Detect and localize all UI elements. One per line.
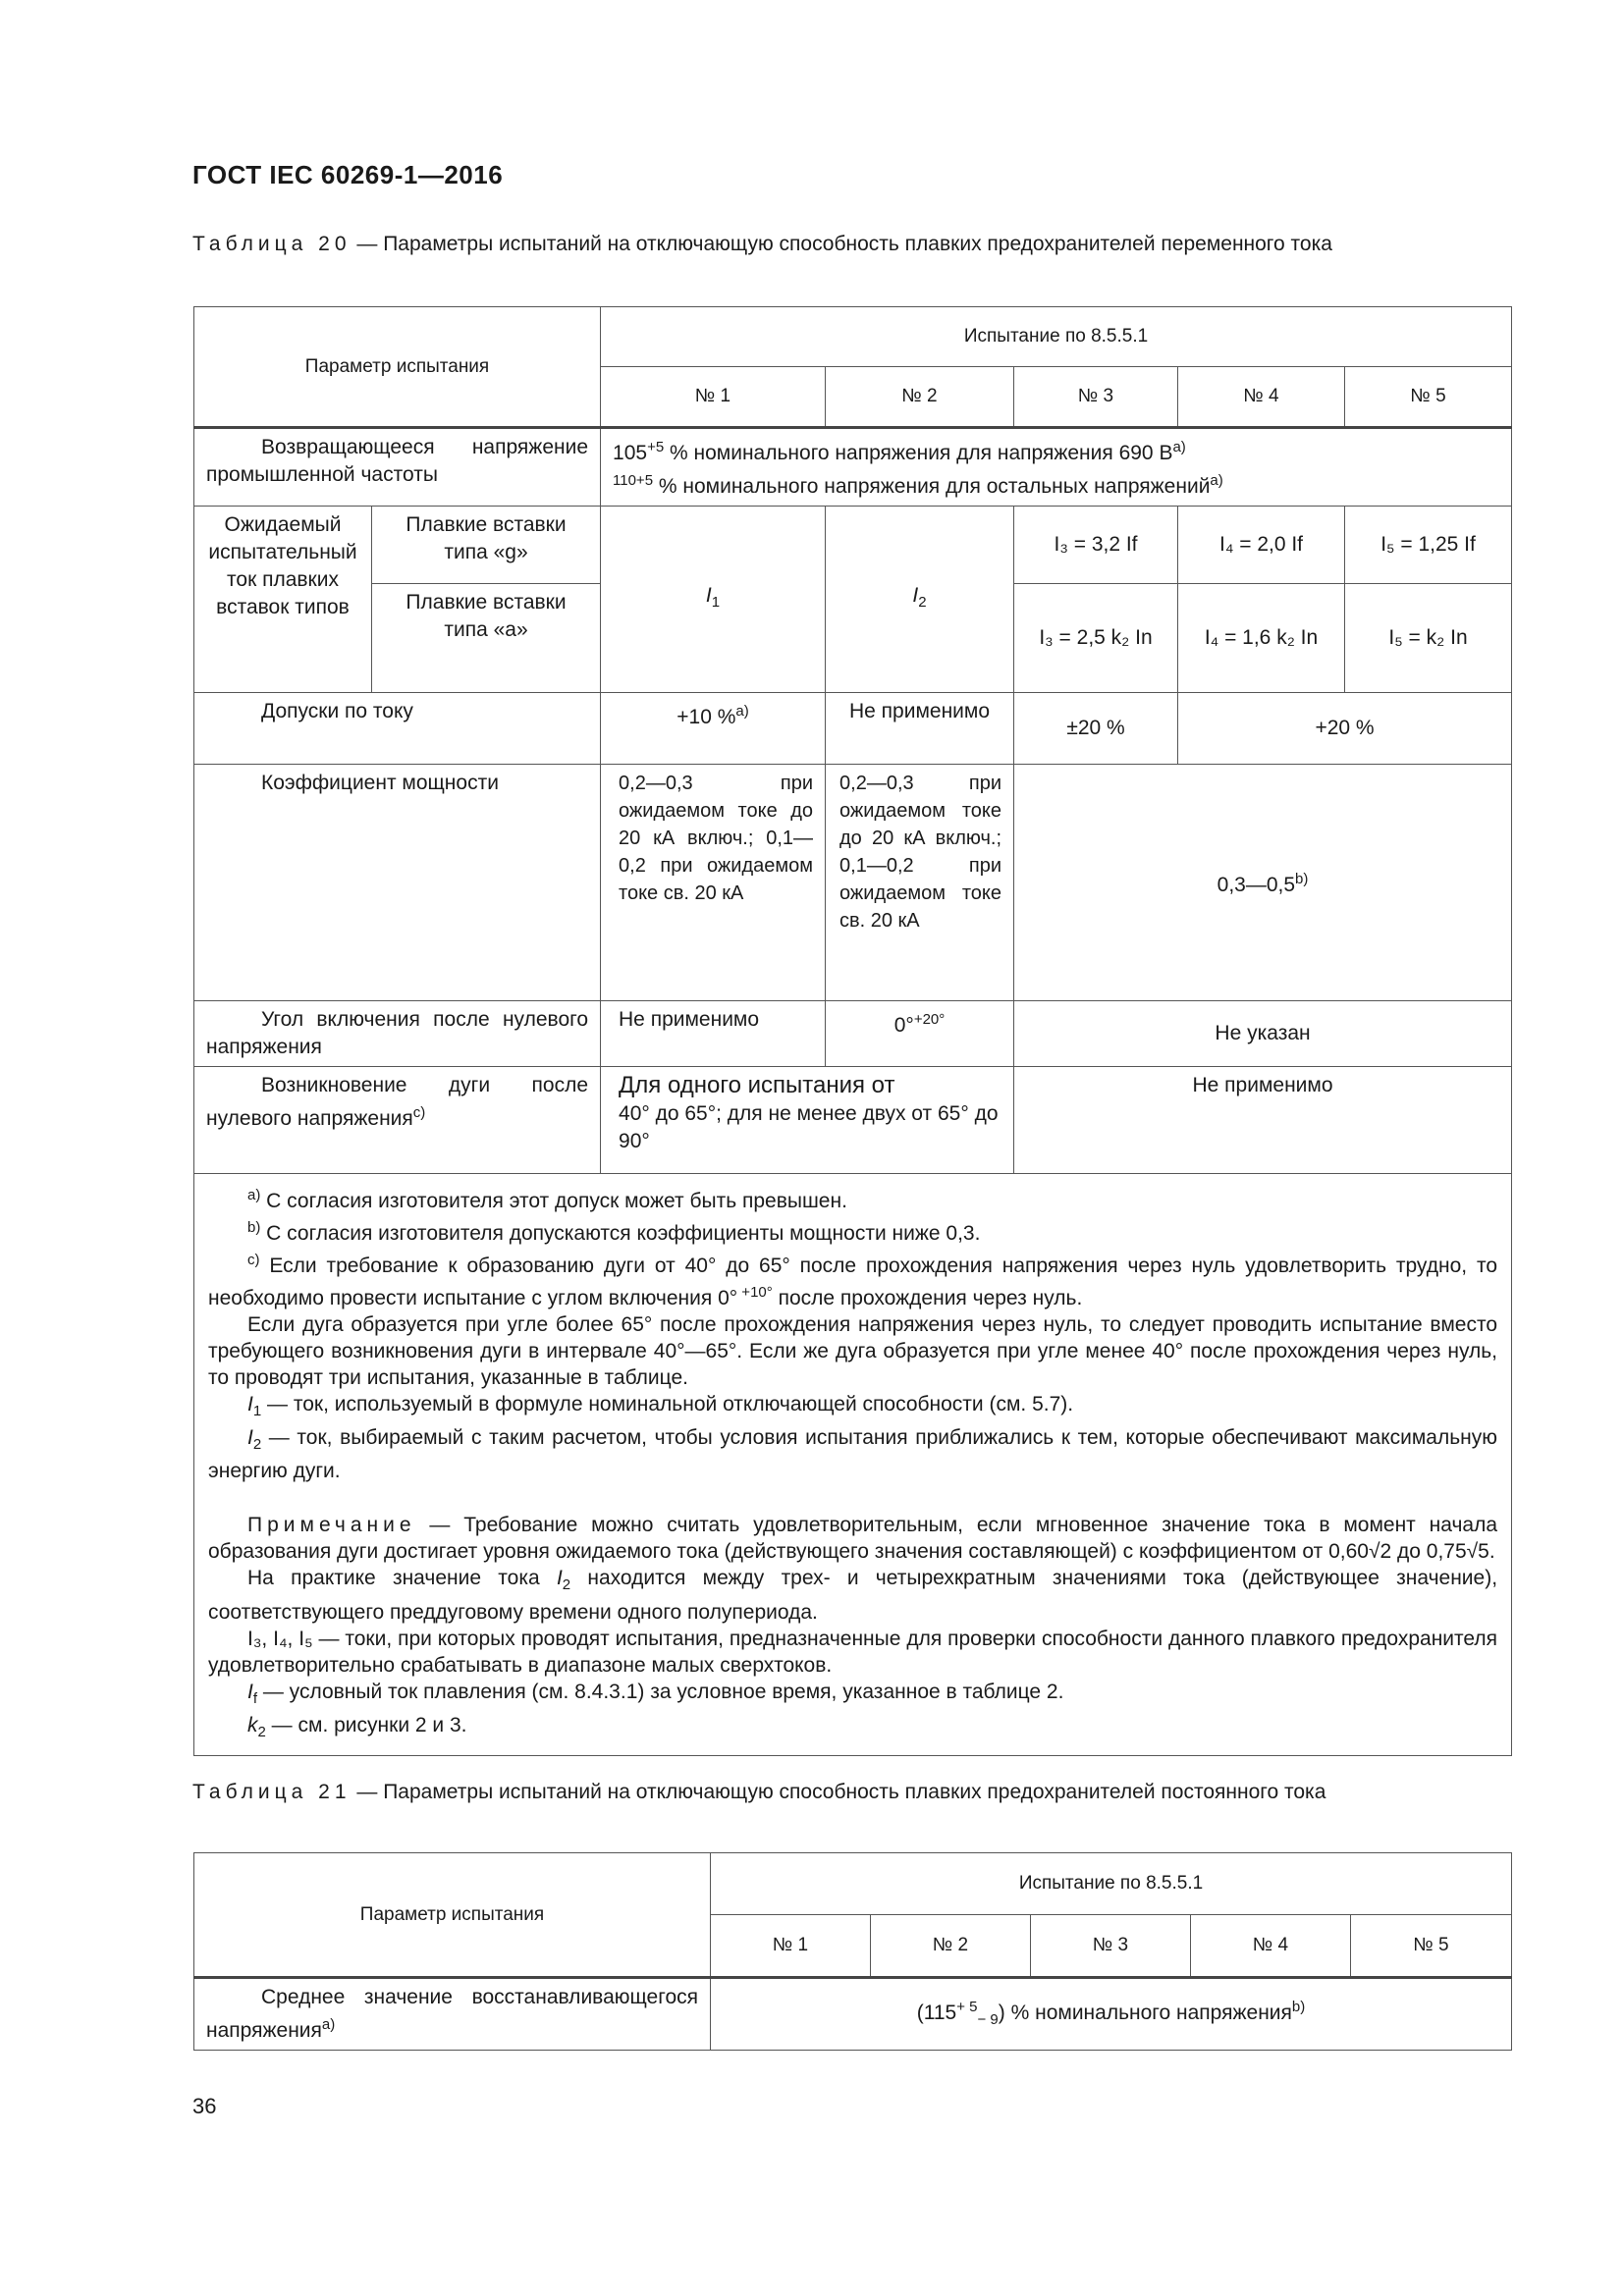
table21-col-1: № 1 <box>711 1915 871 1978</box>
arc-initiation-test-3-5: Не применимо <box>1014 1067 1512 1174</box>
current-g-test-5: I₅ = 1,25 If <box>1345 507 1512 584</box>
current-g-test-4: I₄ = 2,0 If <box>1178 507 1345 584</box>
table21-caption-text: — Параметры испытаний на отключающую способность плавких предохранителей постоянного тока <box>351 1781 1326 1803</box>
table20-row-arc-initiation <box>194 1067 1512 1174</box>
prospective-current-label: Ожидаемый испытательный ток плавких вставок типов <box>194 507 372 693</box>
table20-row-current-g <box>194 507 1512 584</box>
table20-note-practice: На практике значение тока $I_2$ находится между трех- и четырехкратным значениями тока (действующее значение), соответствующего преддуговому времени одного полупериода. <box>208 1567 1498 1624</box>
footnote-c: $^{c)}$ Если требование к образованию дуги от 40° до 65° после прохождения напряжения через нуль удовлетворить трудно, то необходимо провести испытание с углом включения 0° $^{+10^\circ}$ после прохождения через нуль. <box>208 1252 1498 1309</box>
table20-row-recovery-voltage <box>194 428 1512 507</box>
tolerance-label: Допуски по току <box>194 693 601 765</box>
table20-col-1: № 1 <box>601 367 826 428</box>
footnote-if: $I_f$ — условный ток плавления (см. 8.4.3.1) за условное время, указанное в таблице 2. <box>247 1680 1064 1707</box>
tolerance-test-1: +10 %$^{a)}$ <box>601 693 826 765</box>
table21-col-3: № 3 <box>1031 1915 1191 1978</box>
recovery-voltage-value: $105^{+5}$ % номинального напряжения для напряжения 690 $В^{a)}$ $^{110+5}$ % номинального напряжения для остальных напряжений$^{a)}$ <box>601 428 1512 507</box>
page-number: 36 <box>192 2094 217 2118</box>
table21-header-row-1 <box>194 1853 1512 1915</box>
recovery-voltage-label: Возвращающееся напряжение промышленной частоты <box>194 428 601 507</box>
table21-row-recovery-voltage <box>194 1978 1512 2051</box>
power-factor-test-1: 0,2—0,3 при ожидаемом токе до 20 кА включ.; 0,1—0,2 при ожидаемом токе св. 20 кА <box>601 765 826 1001</box>
table20-col-2: № 2 <box>826 367 1014 428</box>
document-title: ГОСТ IEC 60269-1—2016 <box>192 160 504 189</box>
arc-initiation-label: Возникновение дуги после нулевого напряжения$^{c)}$ <box>194 1067 601 1174</box>
making-angle-test-1: Не применимо <box>601 1001 826 1067</box>
footnote-k2: $k_2$ — см. рисунки 2 и 3. <box>247 1713 467 1740</box>
power-factor-test-3-5: 0,3—0,5$^{b)}$ <box>1014 765 1512 1001</box>
table21-col-4: № 4 <box>1191 1915 1351 1978</box>
fuse-type-g-label: Плавкие вставки типа «g» <box>372 507 601 584</box>
fuse-type-a-label: Плавкие вставки типа «a» <box>372 584 601 693</box>
table20-notes-row <box>194 1174 1512 1756</box>
footnote-b: $^{b)}$ С согласия изготовителя допускаются коэффициенты мощности ниже 0,3. <box>247 1219 981 1245</box>
current-test-2: $I_2$ <box>826 507 1014 693</box>
table20-caption <box>192 230 1512 259</box>
tolerance-test-3: ±20 % <box>1014 693 1178 765</box>
table20-test-header: Испытание по 8.5.5.1 <box>601 307 1512 367</box>
table21-col-5: № 5 <box>1351 1915 1512 1978</box>
power-factor-label: Коэффициент мощности <box>194 765 601 1001</box>
table21-caption <box>192 1778 1512 1807</box>
footnote-i1: $I_1$ — ток, используемый в формуле номинальной отключающей способности (см. 5.7). <box>247 1393 1074 1420</box>
table21-caption-label: Таблица 21 <box>192 1781 352 1803</box>
table20-param-header: Параметр испытания <box>194 307 601 428</box>
table-21 <box>193 1852 1512 2051</box>
making-angle-test-2: 0°$^{+20^\circ}$ <box>826 1001 1014 1067</box>
table20-note: Примечание — Требование можно считать удовлетворительным, если мгновенное значение тока в момент начала образования дуги достигает уровня ожидаемого тока (действующего значения составляющей) с коэффициентом от 0,60√2 до 0,75√5. <box>208 1514 1498 1564</box>
table21-test-header: Испытание по 8.5.5.1 <box>711 1853 1512 1915</box>
table21-param-header: Параметр испытания <box>194 1853 711 1978</box>
current-g-test-3: I₃ = 3,2 If <box>1014 507 1178 584</box>
table20-header-row-1 <box>194 307 1512 367</box>
footnote-i345: I₃, I₄, I₅ — токи, при которых проводят испытания, предназначенные для проверки способности данного плавкого предохранителя удовлетворительно срабатывать в диапазоне малых сверхтоков. <box>208 1627 1498 1677</box>
table20-row-power-factor <box>194 765 1512 1001</box>
current-a-test-5: I₅ = k₂ In <box>1345 584 1512 693</box>
table20-col-4: № 4 <box>1178 367 1345 428</box>
dc-recovery-voltage-value: $(115^{+ 5}_{- 9})$ % номинального напряжения$^{b)}$ <box>711 1978 1512 2051</box>
current-a-test-3: I₃ = 2,5 k₂ In <box>1014 584 1178 693</box>
tolerance-test-4-5: +20 % <box>1178 693 1512 765</box>
table21-col-2: № 2 <box>871 1915 1031 1978</box>
table20-row-tolerance <box>194 693 1512 765</box>
table20-col-3: № 3 <box>1014 367 1178 428</box>
making-angle-label: Угол включения после нулевого напряжения <box>194 1001 601 1067</box>
table20-footnotes <box>194 1174 1512 1756</box>
table20-col-5: № 5 <box>1345 367 1512 428</box>
making-angle-test-3-5: Не указан <box>1014 1001 1512 1067</box>
footnote-i2: $I_2$ — ток, выбираемый с таким расчетом, чтобы условия испытания приближались к тем, которые обеспечивают максимальную энергию дуги. <box>208 1426 1498 1483</box>
current-a-test-4: I₄ = 1,6 k₂ In <box>1178 584 1345 693</box>
table-20 <box>193 306 1512 1756</box>
footnote-a: $^{a)}$ С согласия изготовителя этот допуск может быть превышен. <box>247 1187 847 1212</box>
current-test-1: $I_1$ <box>601 507 826 693</box>
table20-caption-label: Таблица 20 <box>192 233 352 255</box>
tolerance-test-2: Не применимо <box>826 693 1014 765</box>
arc-initiation-test-1-2: Для одного испытания от 40° до 65°; для не менее двух от 65° до 90° <box>601 1067 1014 1174</box>
footnote-c-continued: Если дуга образуется при угле более 65° после прохождения напряжения через нуль, то следует проводить испытание вместо требующего возникновения дуги в интервале 40°—65°. Если же дуга образуется при угле менее 40° после прохождения через нуль, то проводят три испытания, указанные в таблице. <box>208 1313 1498 1389</box>
table20-row-making-angle <box>194 1001 1512 1067</box>
power-factor-test-2: 0,2—0,3 при ожидаемом токе до 20 кА включ.; 0,1—0,2 при ожидаемом токе св. 20 кА <box>826 765 1014 1001</box>
table20-caption-text: — Параметры испытаний на отключающую способность плавких предохранителей переменного тока <box>351 233 1332 255</box>
dc-recovery-voltage-label: Среднее значение восстанавливающегося напряжения$^{a)}$ <box>194 1978 711 2051</box>
